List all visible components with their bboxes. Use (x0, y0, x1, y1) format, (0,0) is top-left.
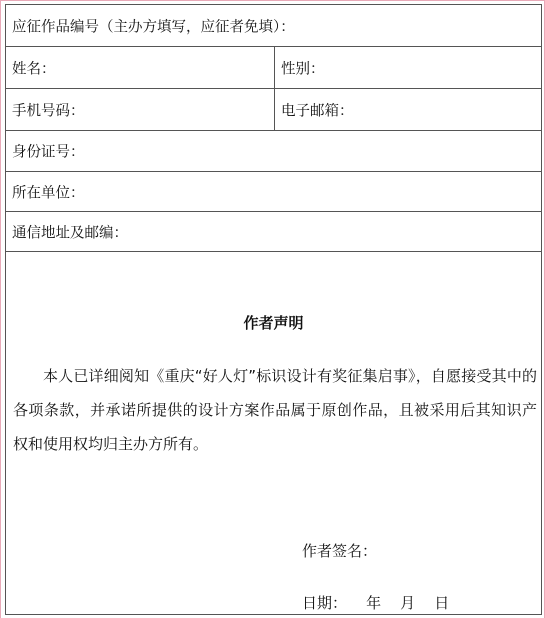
entry-number-label: 应征作品编号（主办方填写，应征者免填）： (12, 19, 295, 35)
date-label: 日期： 年 月 日 (302, 594, 450, 612)
column-divider (274, 89, 275, 130)
declaration-body: 本人已详细阅知《重庆“好人灯”标识设计有奖征集启事》，自愿接受其中的各项条款，并承诺所提供的设计方案作品属于原创作品，且被采用后其知识产权和使用权均归主办方所有。 (13, 367, 537, 453)
id-number-label: 身份证号： (12, 144, 85, 161)
row-name-gender (6, 47, 541, 89)
row-entry-number (6, 5, 541, 47)
entry-form-table (5, 4, 542, 615)
declaration-title: 作者声明 (243, 314, 304, 332)
signature-label: 作者签名： (302, 542, 378, 560)
row-phone-email (6, 89, 541, 131)
address-label: 通信地址及邮编： (12, 225, 128, 241)
page-edge-top (0, 0, 545, 1)
row-work-unit (6, 172, 541, 212)
email-label: 电子邮箱： (281, 103, 354, 119)
phone-label: 手机号码： (12, 103, 85, 119)
name-label: 姓名： (12, 61, 56, 77)
gender-label: 性别： (281, 61, 325, 77)
row-address (6, 212, 541, 252)
row-id-number (6, 131, 541, 172)
page-edge-left (0, 0, 1, 618)
column-divider (274, 47, 275, 88)
work-unit-label: 所在单位： (12, 185, 85, 201)
